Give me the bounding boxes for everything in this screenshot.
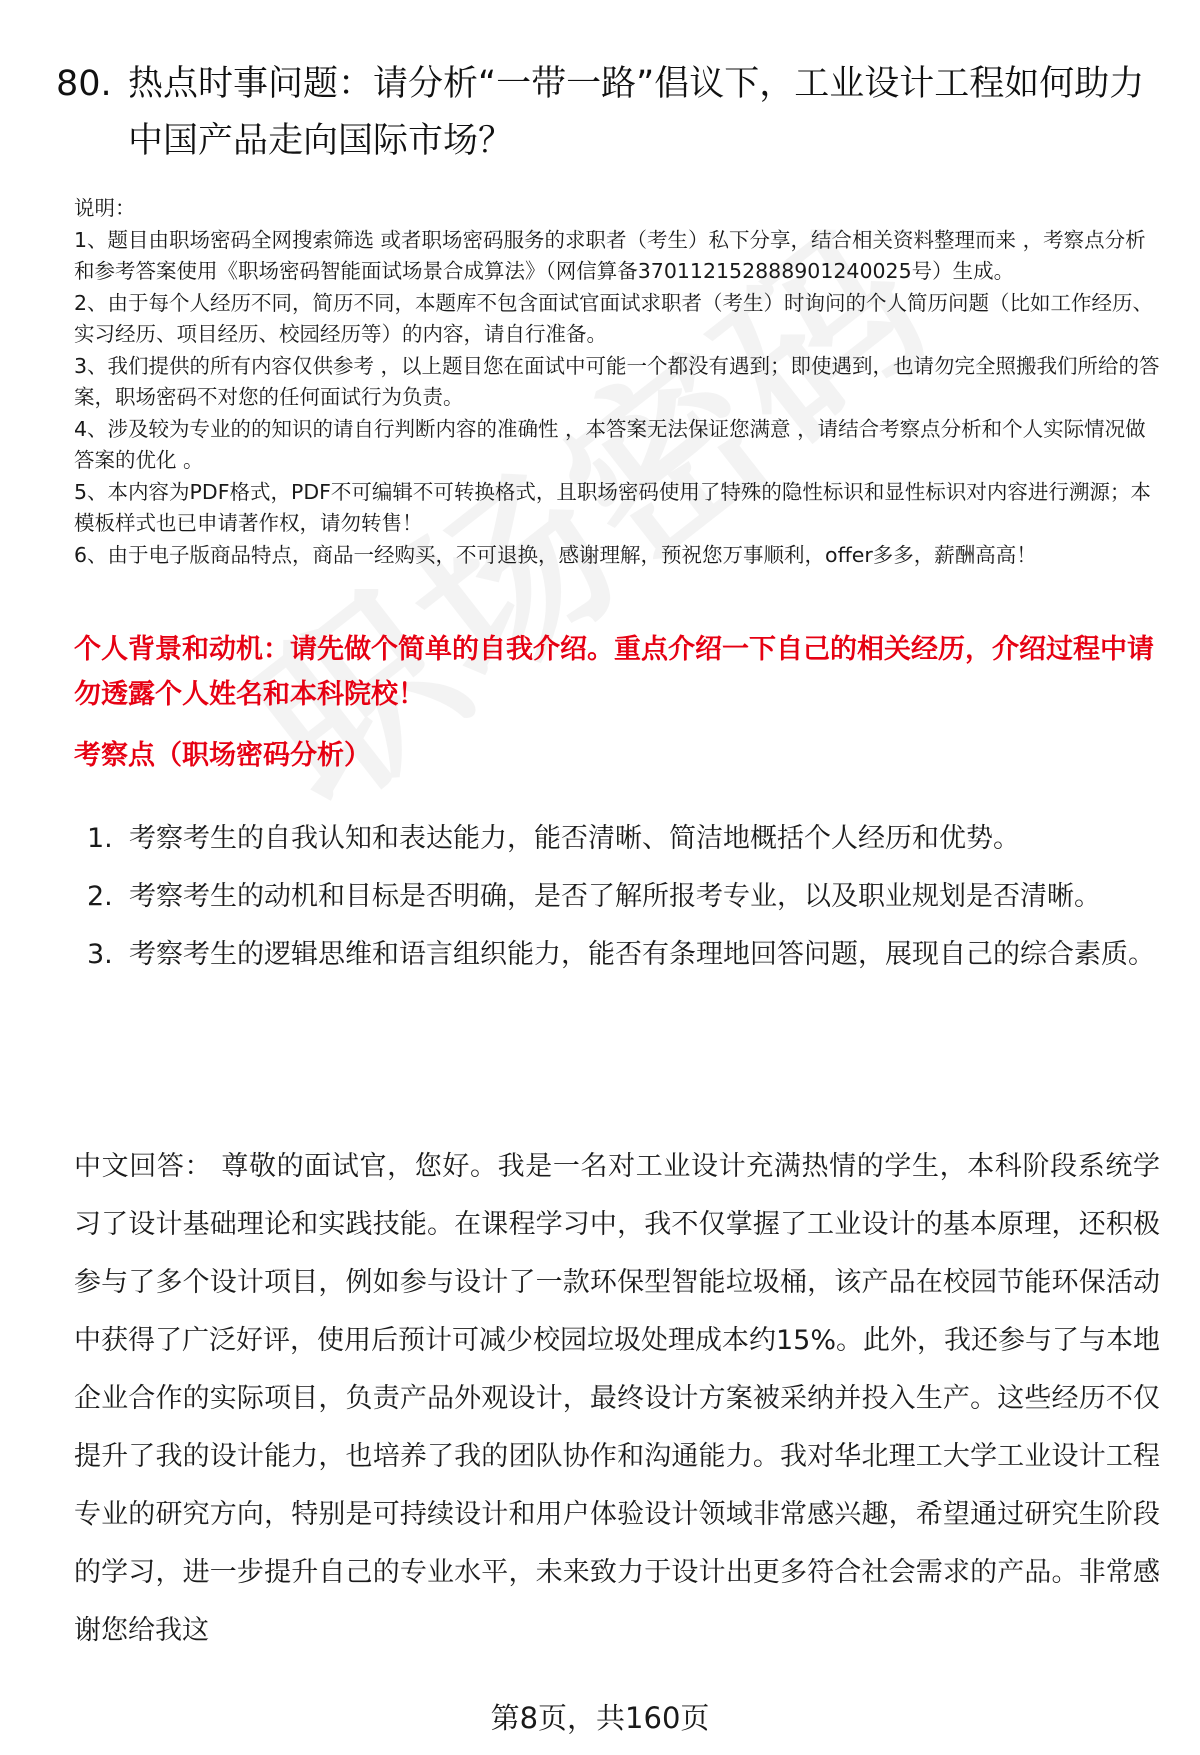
list-item xyxy=(74,926,1160,984)
note-item: 5、本内容为PDF格式，PDF不可编辑不可转换格式，且职场密码使用了特殊的隐性标识和显性标识对内容进行溯源；本模板样式也已申请著作权，请勿转售！ xyxy=(74,479,1151,535)
answer-label: 中文回答： xyxy=(74,1151,213,1182)
list-item-index: 1. xyxy=(87,823,113,854)
notes xyxy=(74,193,1160,571)
list-item xyxy=(74,810,1160,868)
notes-title: 说明： xyxy=(74,196,136,220)
note-item: 6、由于电子版商品特点，商品一经购买，不可退换，感谢理解，预祝您万事顺利，offer多多，薪酬高高！ xyxy=(74,542,1037,567)
assessment-points xyxy=(74,810,1160,984)
answer-paragraph xyxy=(74,1138,1160,1660)
list-item-text: 考察考生的自我认知和表达能力，能否清晰、简洁地概括个人经历和优势。 xyxy=(129,823,1020,854)
question-text: 热点时事问题：请分析“一带一路”倡议下，工业设计工程如何助力中国产品走向国际市场？ xyxy=(128,64,1145,161)
list-item-text: 考察考生的逻辑思维和语言组织能力，能否有条理地回答问题，展现自己的综合素质。 xyxy=(129,939,1155,970)
note-item: 2、由于每个人经历不同，简历不同，本题库不包含面试官面试求职者（考生）时询问的个人简历问题（比如工作经历、实习经历、项目经历、校园经历等）的内容，请自行准备。 xyxy=(74,290,1154,346)
question-number: 80. xyxy=(56,64,112,104)
section-heading: 考察点（职场密码分析） xyxy=(74,740,371,771)
answer-text: 尊敬的面试官，您好。我是一名对工业设计充满热情的学生，本科阶段系统学习了设计基础理论和实践技能。在课程学习中，我不仅掌握了工业设计的基本原理，还积极参与了多个设计项目，例如参与设计了一款环保型智能垃圾桶，该产品在校园节能环保活动中获得了广泛好评，使用后预计可减少校园垃圾处理成本约15%。此外，我还参与了与本地企业合作的实际项目，负责产品外观设计，最终设计方案被采纳并投入生产。这些经历不仅提升了我的设计能力，也培养了我的团队协作和沟通能力。我对华北理工大学工业设计工程专业的研究方向，特别是可持续设计和用户体验设计领域非常感兴趣，希望通过研究生阶段的学习，进一步提升自己的专业水平，未来致力于设计出更多符合社会需求的产品。非常感谢您给我这 xyxy=(74,1151,1161,1646)
page-footer: 第8页，共160页 xyxy=(490,1701,710,1735)
list-item xyxy=(74,868,1160,926)
note-item: 3、我们提供的所有内容仅供参考 ，以上题目您在面试中可能一个都没有遇到；即使遇到，也请勿完全照搬我们所给的答案，职场密码不对您的任何面试行为负责。 xyxy=(74,353,1160,409)
list-item-index: 2. xyxy=(87,881,113,912)
list-item-index: 3. xyxy=(87,939,113,970)
note-item: 1、题目由职场密码全网搜索筛选 或者职场密码服务的求职者（考生）私下分享，结合相关资料整理而来 ，考察点分析和参考答案使用《职场密码智能面试场景合成算法》（网信算备370112152888901240025号）生成。 xyxy=(74,227,1146,283)
interview-prompt: 个人背景和动机：请先做个简单的自我介绍。重点介绍一下自己的相关经历，介绍过程中请勿透露个人姓名和本科院校！ xyxy=(74,634,1154,710)
note-item: 4、涉及较为专业的的知识的请自行判断内容的准确性 ，本答案无法保证您满意 ，请结合考察点分析和个人实际情况做答案的优化 。 xyxy=(74,416,1146,472)
list-item-text: 考察考生的动机和目标是否明确，是否了解所报考专业，以及职业规划是否清晰。 xyxy=(129,881,1101,912)
question xyxy=(56,56,1156,170)
